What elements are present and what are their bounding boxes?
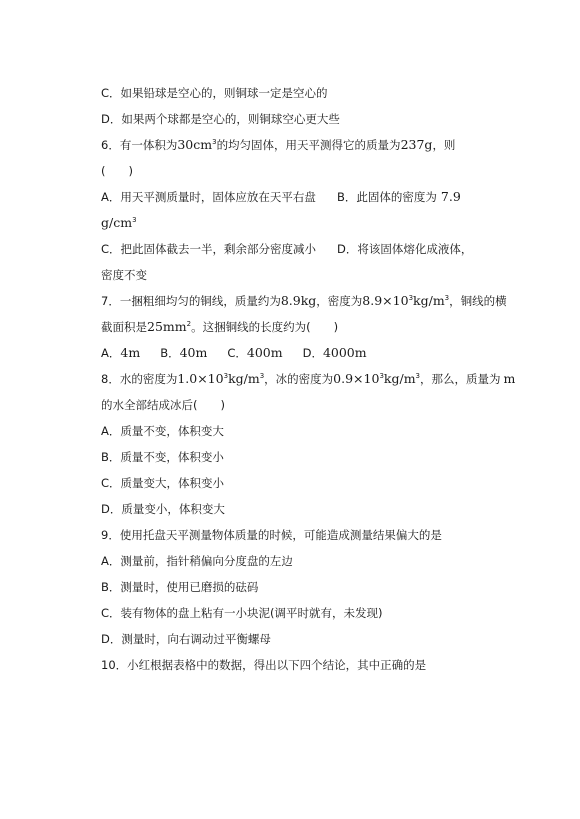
q10-stem: 10．小红根据表格中的数据，得出以下四个结论，其中正确的是 bbox=[101, 658, 427, 672]
q8-option-d: D．质量变小，体积变大 bbox=[101, 502, 225, 516]
q8-stem: 8．水的密度为$1.0\times 10^3kg/m^3$，冰的密度为$0.9\times 10^3kg/m^3$，那么，质量为 m bbox=[101, 371, 516, 386]
q6-answer-blank: ( ) bbox=[101, 164, 133, 178]
q7-stem: 7．一捆粗细均匀的铜线，质量约为8.9kg，密度为$8.9\times 10^3kg/m^3$，铜线的横 bbox=[101, 293, 507, 308]
q7-stem-cont: 截面积是$25mm^2$。这捆铜线的长度约为( ) bbox=[101, 319, 339, 334]
q8-stem-cont: 的水全部结成冰后( ) bbox=[101, 398, 225, 412]
q7-options: A．4m B．40m C．400m D．4000m bbox=[101, 345, 367, 360]
q9-stem: 9．使用托盘天平测量物体质量的时候，可能造成测量结果偏大的是 bbox=[101, 528, 442, 542]
q8-option-b: B．质量不变，体积变小 bbox=[101, 450, 224, 464]
q9-option-d: D．测量时，向右调动过平衡螺母 bbox=[101, 632, 271, 646]
q5-option-c: C．如果铅球是空心的，则铜球一定是空心的 bbox=[101, 86, 328, 100]
q5-option-d: D．如果两个球都是空心的，则铜球空心更大些 bbox=[101, 112, 340, 126]
q6-option-b-unit: $g/cm^3$ bbox=[101, 215, 137, 230]
q6-option-d-cont: 密度不变 bbox=[101, 268, 147, 282]
q6-options-cd: C．把此固体截去一半，剩余部分密度减小 D．将该固体熔化成液体， bbox=[101, 242, 473, 256]
q9-option-c: C．装有物体的盘上粘有一小块泥(调平时就有，未发现) bbox=[101, 606, 383, 620]
q8-option-a: A．质量不变，体积变大 bbox=[101, 424, 224, 438]
q9-option-a: A．测量前，指针稍偏向分度盘的左边 bbox=[101, 554, 293, 568]
q6-options-ab: A．用天平测质量时，固体应放在天平右盘 B．此固体的密度为 7.9 bbox=[101, 189, 461, 204]
q6-stem: 6．有一体积为$30cm^3$的均匀固体，用天平测得它的质量为237g，则 bbox=[101, 137, 456, 152]
q8-option-c: C．质量变大，体积变小 bbox=[101, 476, 225, 490]
q9-option-b: B．测量时，使用已磨损的砝码 bbox=[101, 580, 259, 594]
